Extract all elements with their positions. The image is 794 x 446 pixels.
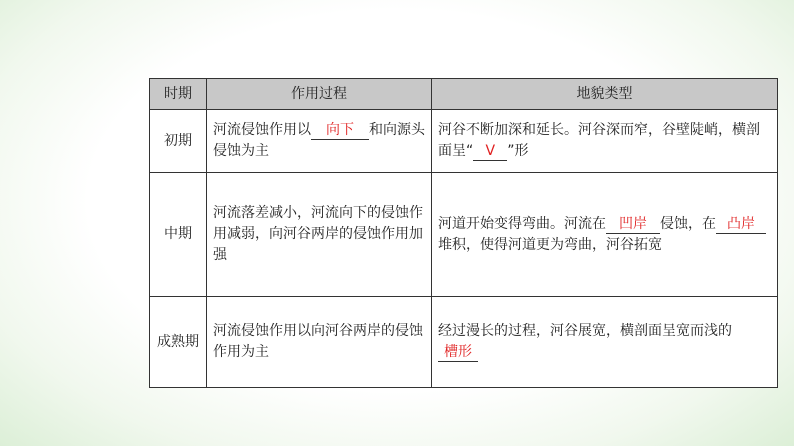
process-cell — [207, 297, 432, 388]
landform-cell — [432, 110, 778, 173]
header-period: 时期 — [150, 79, 207, 110]
landform-cell — [432, 297, 778, 388]
landform-cell — [432, 173, 778, 297]
period-cell: 中期 — [150, 173, 207, 297]
process-cell — [207, 110, 432, 173]
river-stage-table-container — [149, 78, 777, 388]
table-row — [150, 110, 778, 173]
table-row — [150, 173, 778, 297]
landform-text: 河道开始变得弯曲。河流在 — [438, 215, 606, 232]
header-process: 作用过程 — [207, 79, 432, 110]
answer-blank: 向下 — [311, 122, 369, 140]
header-landform: 地貌类型 — [432, 79, 778, 110]
period-cell: 成熟期 — [150, 297, 207, 388]
answer-blank: 槽形 — [438, 344, 478, 362]
process-text: 和向源头侵蚀为主 — [213, 122, 425, 159]
process-cell — [207, 173, 432, 297]
landform-text: 经过漫长的过程，河谷展宽，横剖面呈宽而浅的 — [438, 323, 732, 339]
table-header-row — [150, 79, 778, 110]
landform-text: 河谷不断加深和延长。河谷深而窄，谷壁陡峭，横剖面呈“ — [438, 122, 760, 159]
period-cell: 初期 — [150, 110, 207, 173]
answer-blank: V — [473, 143, 507, 161]
river-stage-table — [149, 78, 778, 388]
process-text: 河流侵蚀作用以向河谷两岸的侵蚀作用为主 — [213, 323, 423, 360]
process-text: 河流侵蚀作用以 — [213, 122, 311, 138]
answer-blank: 凸岸 — [716, 216, 766, 234]
landform-text: 堆积，使得河道更为弯曲，河谷拓宽 — [438, 236, 662, 253]
landform-text: ”形 — [507, 143, 529, 159]
process-text: 河流落差减小，河流向下的侵蚀作用减弱，向河谷两岸的侵蚀作用加强 — [213, 205, 423, 263]
landform-text: 侵蚀，在 — [660, 215, 716, 232]
table-row — [150, 297, 778, 388]
answer-blank: 凹岸 — [606, 216, 660, 234]
